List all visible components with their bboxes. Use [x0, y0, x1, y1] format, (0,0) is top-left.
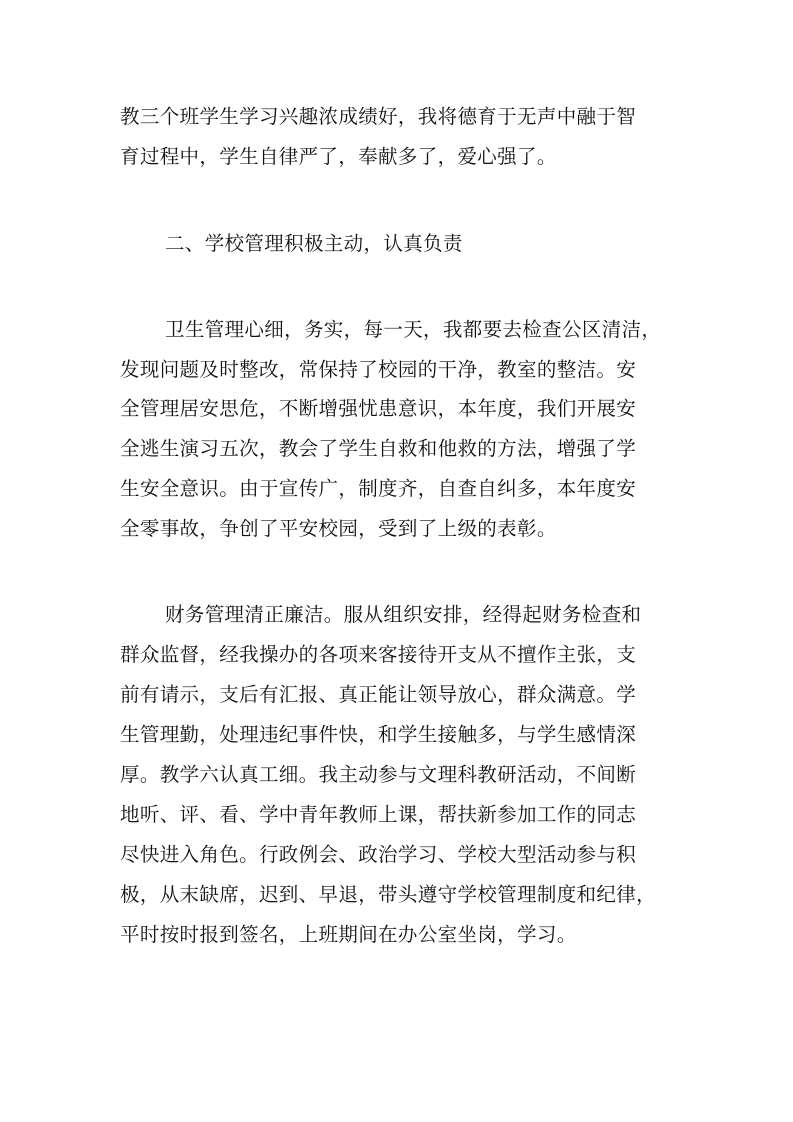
paragraph-3-line-5: 厚。教学六认真工细。我主动参与文理科教研活动，不间断	[120, 763, 637, 786]
paragraph-3-line-2: 群众监督，经我操办的各项来客接待开支从不擅作主张，支	[120, 643, 637, 666]
paragraph-3-line-4: 生管理勤，处理违纪事件快，和学生接触多，与学生感情深	[120, 723, 637, 746]
paragraph-2-line-5: 生安全意识。由于宣传广，制度齐，自查自纠多，本年度安	[120, 477, 637, 500]
paragraph-2-line-2: 发现问题及时整改，常保持了校园的干净，教室的整洁。安	[120, 358, 637, 381]
paragraph-1-line-1: 教三个班学生学习兴趣浓成绩好，我将德育于无声中融于智	[120, 105, 637, 128]
paragraph-3-line-7: 尽快进入角色。行政例会、政治学习、学校大型活动参与积	[120, 843, 637, 866]
paragraph-2-line-1: 卫生管理心细，务实，每一天，我都要去检查公区清洁，	[165, 318, 662, 341]
paragraph-2-line-3: 全管理居安思危，不断增强忧患意识，本年度，我们开展安	[120, 397, 637, 420]
paragraph-1-line-2: 育过程中，学生自律严了，奉献多了，爱心强了。	[120, 145, 557, 168]
paragraph-2-line-6: 全零事故，争创了平安校园，受到了上级的表彰。	[120, 517, 557, 540]
paragraph-3-line-8: 极，从末缺席，迟到、早退，带头遵守学校管理制度和纪律，	[120, 883, 656, 906]
paragraph-2-line-4: 全逃生演习五次，教会了学生自救和他救的方法，增强了学	[120, 437, 637, 460]
section-heading: 二、学校管理积极主动，认真负责	[165, 232, 463, 255]
paragraph-3-line-9: 平时按时报到签名，上班期间在办公室坐岗，学习。	[120, 923, 577, 946]
paragraph-3-line-6: 地听、评、看、学中青年教师上课，帮扶新参加工作的同志	[120, 803, 637, 826]
paragraph-3-line-3: 前有请示，支后有汇报、真正能让领导放心，群众满意。学	[120, 683, 637, 706]
paragraph-3-line-1: 财务管理清正廉洁。服从组织安排，经得起财务检查和	[165, 603, 642, 626]
